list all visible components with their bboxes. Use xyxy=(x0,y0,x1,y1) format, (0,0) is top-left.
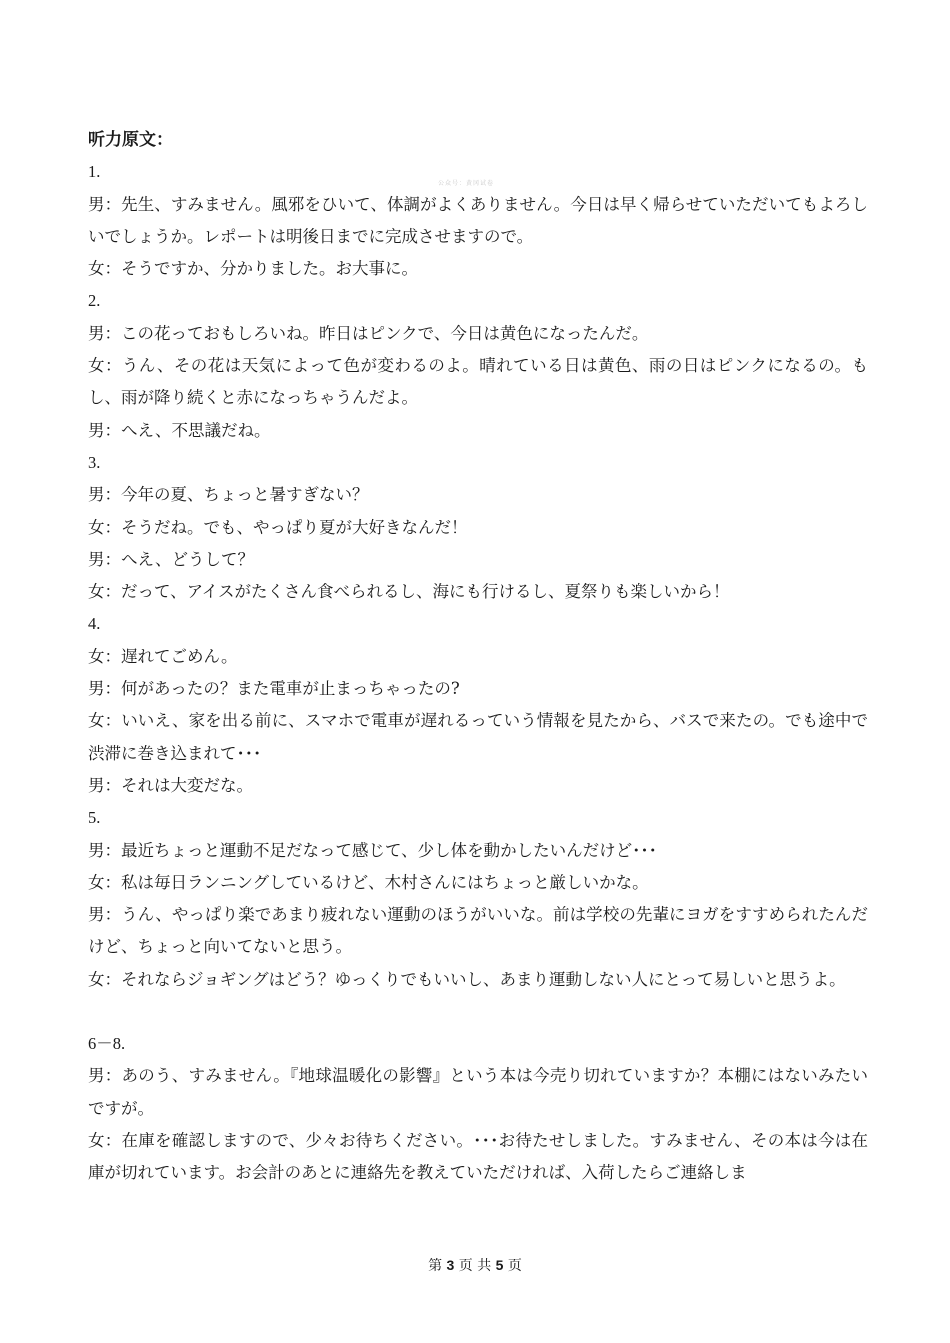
dialogue-line: 男：今年の夏、ちょっと暑すぎない？ xyxy=(88,485,369,505)
section-number: 1. xyxy=(88,162,101,182)
section-1 xyxy=(88,156,868,285)
dialogue-line: 女：それならジョギングはどう？ゆっくりでもいいし、あまり運動しない人にとって易しいと思うよ。 xyxy=(88,969,846,989)
dialogue-line: 男：へえ、不思議だね。 xyxy=(88,420,271,440)
section-2 xyxy=(88,285,868,446)
footer-prefix: 第 xyxy=(428,1258,443,1274)
page-heading: 听力原文： xyxy=(88,130,173,150)
transcript-content xyxy=(88,124,868,1190)
footer-middle: 页 共 xyxy=(458,1258,492,1274)
dialogue-line: 男：あのう、すみません。『地球温暖化の影響』という本は今売り切れていますか？本棚にはないみたいですが。 xyxy=(88,1066,868,1118)
section-spacer xyxy=(88,996,868,1028)
dialogue-line: 女：そうですか、分かりました。お大事に。 xyxy=(88,259,418,279)
watermark-text: 公众号：黄冈试卷 xyxy=(438,180,495,187)
dialogue-line: 女：在庫を確認しますので、少々お待ちください。･･･お待たせしました。すみません、その本は今は在庫が切れています。お会計のあとに連絡先を教えていただければ、入荷したらご連絡しま xyxy=(88,1130,868,1183)
section-6-8 xyxy=(88,1028,868,1189)
dialogue-line: 女：だって、アイスがたくさん食べられるし、海にも行けるし、夏祭りも楽しいから！ xyxy=(88,582,730,602)
dialogue-line: 男：へえ、どうして？ xyxy=(88,549,254,569)
section-4 xyxy=(88,608,868,802)
section-5 xyxy=(88,802,868,996)
dialogue-line: 男：うん、やっぱり楽であまり疲れない運動のほうがいいな。前は学校の先輩にヨガをすすめられたんだけど、ちょっと向いてないと思う。 xyxy=(88,905,868,957)
footer-suffix: 页 xyxy=(507,1258,522,1274)
footer-page-number: 3 xyxy=(446,1257,455,1273)
section-number: 2. xyxy=(88,291,101,311)
section-3 xyxy=(88,447,868,608)
dialogue-line: 女：うん、その花は天気によって色が変わるのよ。晴れている日は黄色、雨の日はピンクになるの。もし、雨が降り続くと赤になっちゃうんだよ。 xyxy=(88,356,869,408)
page-footer xyxy=(0,1255,950,1275)
dialogue-line: 女：いいえ、家を出る前に、スマホで電車が遅れるっていう情報を見たから、バスで来たの。でも途中で渋滞に巻き込まれて･･･ xyxy=(88,711,868,763)
section-number: 3. xyxy=(88,452,101,472)
dialogue-line: 女：そうだね。でも、やっぱり夏が大好きなんだ！ xyxy=(88,517,468,537)
footer-total-pages: 5 xyxy=(495,1257,504,1273)
dialogue-line: 男：それは大変だな。 xyxy=(88,775,253,795)
dialogue-line: 男：この花っておもしろいね。昨日はピンクで、今日は黄色になったんだ。 xyxy=(88,323,649,343)
dialogue-line: 男：先生、すみません。風邪をひいて、体調がよくありません。今日は早く帰らせていただいてもよろしいでしょうか。レポートは明後日までに完成させますので。 xyxy=(88,194,868,246)
dialogue-line: 男：何があったの？また電車が止まっちゃったの? xyxy=(88,679,460,699)
section-number: 6－8. xyxy=(88,1034,126,1054)
dialogue-line: 男：最近ちょっと運動不足だなって感じて、少し体を動かしたいんだけど･･･ xyxy=(88,840,657,860)
dialogue-line: 女：遅れてごめん。 xyxy=(88,646,238,666)
section-number: 5. xyxy=(88,808,101,828)
dialogue-line: 女：私は毎日ランニングしているけど、木村さんにはちょっと厳しいかな。 xyxy=(88,872,649,892)
section-number: 4. xyxy=(88,614,101,634)
